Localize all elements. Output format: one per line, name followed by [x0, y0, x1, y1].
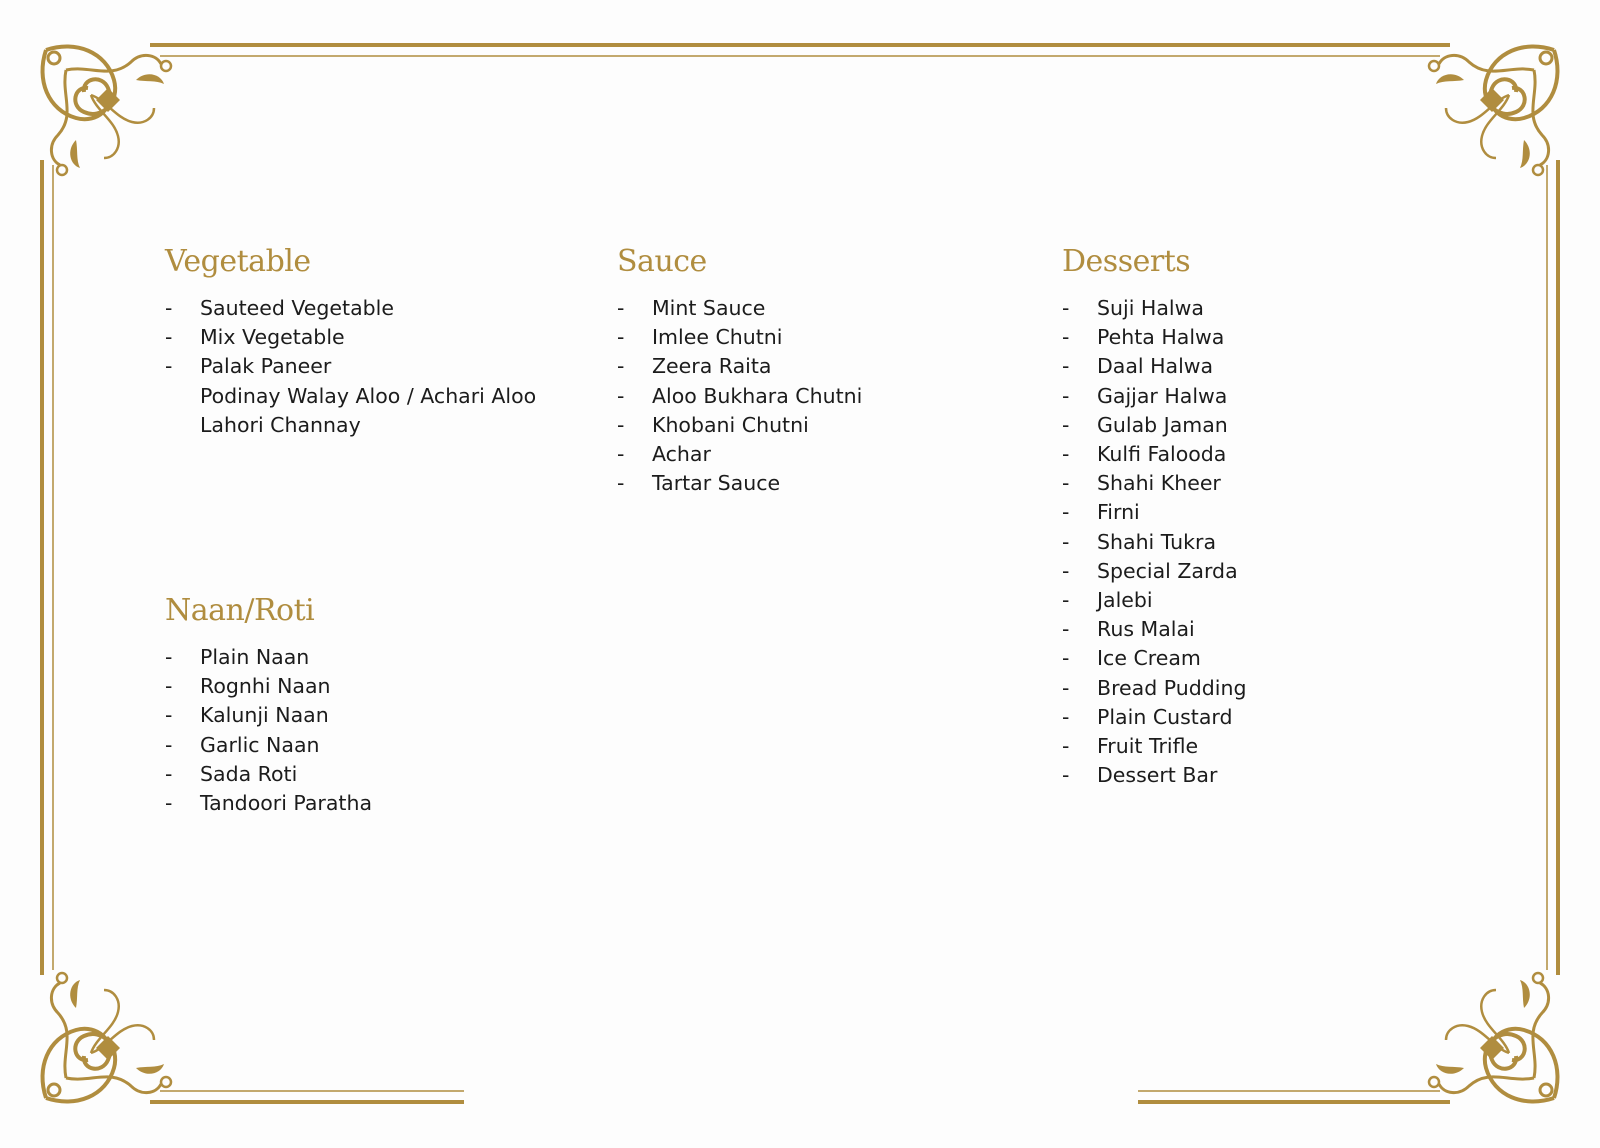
- list-dash: -: [1062, 383, 1070, 408]
- menu-item: [617, 440, 862, 469]
- menu-item: [1062, 382, 1246, 411]
- menu-item-label: Pehta Halwa: [1097, 325, 1225, 350]
- list-dash: -: [1062, 558, 1070, 583]
- list-dash: -: [1062, 471, 1070, 496]
- menu-item: [165, 352, 536, 381]
- menu-item-label: Lahori Channay: [200, 412, 361, 437]
- menu-item: [617, 294, 862, 323]
- list-dash: -: [1062, 442, 1070, 467]
- menu-item-label: Palak Paneer: [200, 354, 332, 379]
- menu-item-label: Plain Naan: [200, 645, 310, 669]
- list-dash: -: [1062, 354, 1070, 379]
- menu-item: [1062, 528, 1246, 557]
- menu-item-label: Plain Custard: [1097, 704, 1233, 729]
- list-dash: -: [617, 325, 625, 350]
- menu-item-label: Kulfi Falooda: [1097, 442, 1227, 467]
- menu-item: [1062, 440, 1246, 469]
- menu-item-label: Rus Malai: [1097, 617, 1195, 642]
- list-dash: -: [617, 412, 625, 437]
- menu-item: [1062, 498, 1246, 527]
- menu-item-label: Podinay Walay Aloo / Achari Aloo: [200, 383, 537, 408]
- menu-item-label: Achar: [652, 442, 711, 467]
- menu-item: [617, 352, 862, 381]
- list-dash: -: [165, 703, 173, 728]
- menu-item: [165, 643, 372, 672]
- menu-item: [617, 469, 862, 498]
- menu-item-label: Tandoori Paratha: [200, 791, 373, 816]
- menu-item-label: Suji Halwa: [1097, 296, 1204, 320]
- section-title-desserts: Desserts: [1062, 244, 1191, 279]
- menu-item: [1062, 703, 1246, 732]
- menu-item: [165, 701, 372, 730]
- menu-item-label: Shahi Tukra: [1097, 529, 1217, 554]
- menu-item-label: Khobani Chutni: [652, 412, 809, 437]
- menu-item-label: Zeera Raita: [652, 354, 772, 379]
- section-desserts: [1062, 244, 1246, 790]
- menu-item: [1062, 615, 1246, 644]
- menu-item-label: Special Zarda: [1097, 558, 1238, 583]
- list-dash: -: [165, 791, 173, 816]
- list-dash: -: [1062, 412, 1070, 437]
- menu-item-label: Ice Cream: [1097, 646, 1201, 671]
- list-dash: -: [617, 383, 625, 408]
- list-dash: -: [1062, 675, 1070, 700]
- menu-item-label: Dessert Bar: [1097, 763, 1218, 788]
- section-title-naan-roti: Naan/Roti: [165, 593, 315, 628]
- section-title-vegetable: Vegetable: [165, 244, 311, 279]
- menu-item: [165, 731, 372, 760]
- list-dash: -: [165, 674, 173, 699]
- menu-item-label: Shahi Kheer: [1097, 471, 1221, 496]
- list-sauce: [617, 294, 862, 498]
- menu-item-label: Fruit Trifle: [1097, 734, 1199, 759]
- list-dash: -: [1062, 734, 1070, 759]
- menu-item-label: Mix Vegetable: [200, 325, 345, 350]
- list-desserts: [1062, 294, 1246, 790]
- menu-item: [165, 789, 372, 818]
- menu-item: [617, 382, 862, 411]
- list-dash: -: [1062, 588, 1070, 613]
- list-dash: -: [165, 732, 173, 757]
- menu-item: [1062, 644, 1246, 673]
- menu-item: [165, 672, 372, 701]
- menu-item: [1062, 294, 1246, 323]
- menu-item: [165, 382, 536, 411]
- menu-item: [1062, 586, 1246, 615]
- list-dash: -: [1062, 704, 1070, 729]
- menu-item: [1062, 469, 1246, 498]
- list-dash: -: [1062, 763, 1070, 788]
- menu-item-label: Gulab Jaman: [1097, 412, 1228, 437]
- list-dash: -: [617, 296, 625, 320]
- list-dash: -: [1062, 325, 1070, 350]
- menu-item-label: Garlic Naan: [200, 732, 320, 757]
- menu-item: [617, 411, 862, 440]
- menu-item-label: Sada Roti: [200, 761, 298, 786]
- menu-item: [165, 411, 536, 440]
- menu-item-label: Gajjar Halwa: [1097, 383, 1228, 408]
- list-dash: -: [165, 645, 173, 669]
- list-dash: -: [165, 761, 173, 786]
- list-dash: -: [617, 354, 625, 379]
- menu-item: [617, 323, 862, 352]
- list-vegetable: [165, 294, 536, 440]
- list-dash: -: [165, 354, 173, 379]
- menu-item: [1062, 411, 1246, 440]
- menu-item: [1062, 557, 1246, 586]
- menu-item-label: Rognhi Naan: [200, 674, 331, 699]
- list-dash: -: [617, 442, 625, 467]
- menu-item-label: Jalebi: [1097, 588, 1153, 613]
- menu-item: [1062, 732, 1246, 761]
- menu-item: [165, 760, 372, 789]
- menu-item-label: Bread Pudding: [1097, 675, 1247, 700]
- section-vegetable: [165, 244, 536, 440]
- list-dash: -: [165, 296, 173, 320]
- list-dash: -: [1062, 500, 1070, 525]
- menu-item-label: Imlee Chutni: [652, 325, 783, 350]
- menu-item: [165, 323, 536, 352]
- menu-item: [165, 294, 536, 323]
- section-title-sauce: Sauce: [617, 244, 707, 279]
- list-dash: -: [165, 325, 173, 350]
- menu-item-label: Kalunji Naan: [200, 703, 329, 728]
- section-sauce: [617, 244, 862, 498]
- menu-item: [1062, 761, 1246, 790]
- list-dash: -: [617, 471, 625, 496]
- menu-item: [1062, 674, 1246, 703]
- list-dash: -: [1062, 296, 1070, 320]
- list-dash: -: [1062, 646, 1070, 671]
- section-naan-roti: [165, 593, 372, 818]
- menu-item: [1062, 352, 1246, 381]
- list-naan-roti: [165, 643, 372, 818]
- menu-item-label: Mint Sauce: [652, 296, 766, 320]
- menu-item: [1062, 323, 1246, 352]
- menu-item-label: Firni: [1097, 500, 1140, 525]
- menu-item-label: Tartar Sauce: [652, 471, 781, 496]
- list-dash: -: [1062, 529, 1070, 554]
- menu-item-label: Aloo Bukhara Chutni: [652, 383, 863, 408]
- menu-item-label: Daal Halwa: [1097, 354, 1214, 379]
- list-dash: -: [1062, 617, 1070, 642]
- menu-item-label: Sauteed Vegetable: [200, 296, 394, 320]
